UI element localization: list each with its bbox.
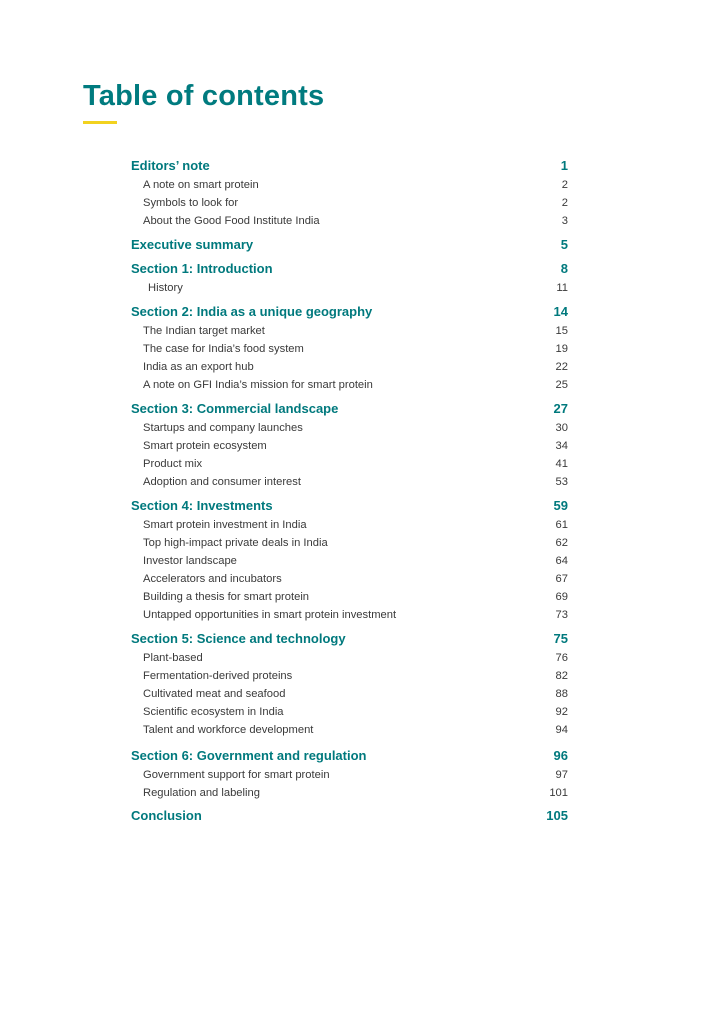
toc-subentry[interactable] [131,766,568,784]
toc-entry-page: 59 [553,498,568,513]
toc-subentry[interactable] [131,437,568,455]
toc-subentry-page: 101 [549,787,568,799]
toc-subentry-page: 76 [555,652,568,664]
toc-subentry-page: 62 [555,537,568,549]
toc-subentry[interactable] [131,279,568,297]
title-accent-bar [83,121,117,124]
toc-section-5 [131,629,568,739]
toc-subentry[interactable] [131,419,568,437]
toc-subentry[interactable] [131,455,568,473]
toc-entry-label: Section 5: Science and technology [131,631,346,646]
toc-section-2 [131,302,568,394]
toc-subentry-page: 82 [555,670,568,682]
toc-subentry-label: Smart protein ecosystem [143,440,267,452]
toc-section-1 [131,259,568,297]
toc-section-6 [131,746,568,802]
toc-subentry-page: 53 [555,476,568,488]
toc-subentry-page: 2 [561,179,568,191]
toc-subentry-label: Regulation and labeling [143,787,260,799]
toc-subentry-label: History [148,282,183,294]
toc-subentry-label: Scientific ecosystem in India [143,706,284,718]
toc-subentry-page: 69 [555,591,568,603]
toc-subentry-page: 11 [556,282,568,294]
toc-subentry-page: 22 [555,361,568,373]
toc-subentry-page: 92 [555,706,568,718]
toc-subentry-label: Fermentation-derived proteins [143,670,293,682]
toc-section-4 [131,496,568,624]
toc-subentry[interactable] [131,649,568,667]
toc-subentry[interactable] [131,194,568,212]
toc-section-conclusion [131,806,568,826]
toc-subentry[interactable] [131,376,568,394]
toc-subentry[interactable] [131,552,568,570]
toc-subentry-label: Smart protein investment in India [143,519,307,531]
toc-subentry[interactable] [131,606,568,624]
toc-subentry-page: 2 [561,197,568,209]
toc-entry[interactable] [131,156,568,176]
toc-subentry-page: 19 [555,343,568,355]
toc-subentry-label: Adoption and consumer interest [143,476,301,488]
toc-entry-page: 14 [553,304,568,319]
toc-entry[interactable] [131,496,568,516]
toc-subentry-label: The case for India’s food system [143,343,304,355]
toc-entry[interactable] [131,302,568,322]
toc-subentry-label: The Indian target market [143,325,265,337]
toc-subentry-label: Plant-based [143,652,203,664]
toc-entry-label: Section 2: India as a unique geography [131,304,373,319]
toc-subentry-label: Cultivated meat and seafood [143,688,286,700]
toc-subentry[interactable] [131,685,568,703]
toc-subentry-label: A note on smart protein [143,179,259,191]
toc-entry-label: Section 3: Commercial landscape [131,401,339,416]
toc-subentry[interactable] [131,703,568,721]
toc-entry-label: Section 6: Government and regulation [131,748,367,763]
toc-entry-page: 75 [553,631,568,646]
toc-subentry-label: Talent and workforce development [143,724,314,736]
toc-subentry[interactable] [131,358,568,376]
toc-entry-page: 96 [553,748,568,763]
toc-entry-label: Editors’ note [131,158,210,173]
toc-subentry-page: 30 [555,422,568,434]
toc-subentry[interactable] [131,784,568,802]
toc-entry-page: 5 [560,237,568,252]
toc-subentry[interactable] [131,176,568,194]
toc-subentry[interactable] [131,570,568,588]
toc-subentry[interactable] [131,212,568,230]
toc-subentry-page: 25 [555,379,568,391]
toc-subentry[interactable] [131,667,568,685]
toc-entry-page: 105 [546,808,568,823]
toc-subentry-label: India as an export hub [143,361,254,373]
toc-subentry-page: 97 [555,769,568,781]
toc-subentry[interactable] [131,322,568,340]
toc-subentry-page: 67 [555,573,568,585]
toc-entry[interactable] [131,399,568,419]
toc-subentry-page: 61 [555,519,568,531]
toc-subentry[interactable] [131,516,568,534]
toc-subentry[interactable] [131,473,568,491]
toc-entry-label: Conclusion [131,808,202,823]
toc-entry-page: 27 [553,401,568,416]
toc-subentry-page: 34 [555,440,568,452]
toc-subentry-label: Startups and company launches [143,422,303,434]
toc-subentry-label: Top high-impact private deals in India [143,537,328,549]
toc-subentry-page: 3 [561,215,568,227]
toc-subentry-page: 73 [555,609,568,621]
toc-entry-page: 1 [560,158,568,173]
toc-entry-page: 8 [560,261,568,276]
toc-entry[interactable] [131,629,568,649]
toc-subentry-page: 15 [555,325,568,337]
toc-entry-label: Section 1: Introduction [131,261,273,276]
toc-subentry-page: 64 [555,555,568,567]
toc-subentry[interactable] [131,340,568,358]
toc-subentry-label: About the Good Food Institute India [143,215,320,227]
toc-section-editors-note [131,156,568,230]
toc-entry[interactable] [131,746,568,766]
toc-subentry[interactable] [131,588,568,606]
table-of-contents [131,156,568,826]
toc-subentry-label: Untapped opportunities in smart protein investment [143,609,397,621]
toc-subentry-page: 88 [555,688,568,700]
toc-subentry[interactable] [131,721,568,739]
toc-subentry-label: Symbols to look for [143,197,239,209]
toc-subentry-label: Investor landscape [143,555,237,567]
toc-subentry-label: A note on GFI India’s mission for smart protein [143,379,373,391]
toc-entry-label: Executive summary [131,237,254,252]
toc-subentry-page: 41 [555,458,568,470]
toc-entry[interactable] [131,259,568,279]
toc-subentry-label: Building a thesis for smart protein [143,591,310,603]
toc-section-3 [131,399,568,491]
toc-entry[interactable] [131,806,568,826]
toc-entry-label: Section 4: Investments [131,498,273,513]
toc-subentry-label: Government support for smart protein [143,769,330,781]
toc-subentry-label: Accelerators and incubators [143,573,282,585]
toc-subentry-page: 94 [555,724,568,736]
toc-entry[interactable] [131,235,568,255]
toc-subentry[interactable] [131,534,568,552]
toc-section-executive-summary [131,235,568,255]
page-title: Table of contents [83,80,325,112]
toc-subentry-label: Product mix [143,458,203,470]
